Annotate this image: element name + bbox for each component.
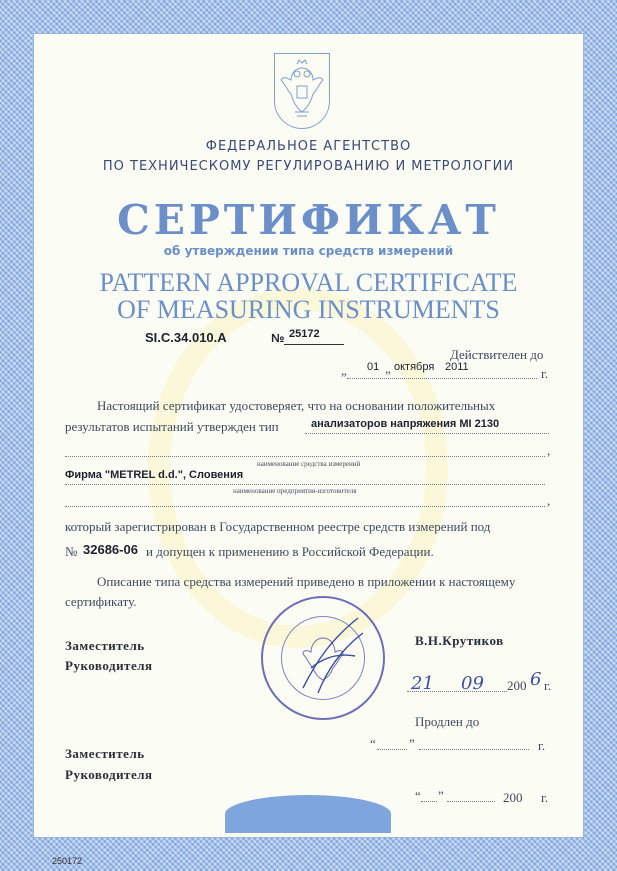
- sign-month: 09: [461, 673, 484, 694]
- manufacturer-comma: ,: [547, 493, 551, 508]
- number-sign: №: [271, 331, 285, 345]
- valid-month: октября: [394, 361, 435, 373]
- signer-name: В.Н.Крутиков: [415, 633, 504, 648]
- caption-instrument: наименование средства измерений: [257, 460, 361, 468]
- valid-until-label: Действителен до: [450, 347, 544, 362]
- certificate-number: 25172: [289, 328, 320, 340]
- instrument-comma: ,: [547, 443, 551, 458]
- instrument-type: анализаторов напряжения MI 2130: [311, 418, 500, 430]
- bottom-quote-open: “: [415, 788, 421, 803]
- valid-year: 2011: [445, 361, 469, 373]
- certificate-paper: [33, 33, 584, 838]
- paragraph-1-line-2: результатов испытаний утвержден тип: [65, 419, 279, 434]
- extended-until-label: Продлен до: [415, 714, 480, 729]
- bottom-year: 200: [503, 790, 523, 805]
- valid-year-suffix: г.: [541, 366, 549, 381]
- manufacturer-dotted-line: [65, 484, 545, 485]
- certificate-title: СЕРТИФИКАТ: [117, 196, 500, 244]
- registry-number: 32686-06: [83, 542, 138, 557]
- manufacturer-name: Фирма "METREL d.d.", Словения: [65, 469, 244, 481]
- paragraph-2-line-1: который зарегистрирован в Государственном реестре средств измерений под: [65, 519, 491, 534]
- valid-dotted-line: [347, 378, 537, 379]
- sign-year-digit: 6: [530, 669, 542, 690]
- paragraph-3-line-1: Описание типа средства измерений приведено в приложении к настоящему: [97, 574, 516, 589]
- bottom-month-dotted: [447, 801, 495, 802]
- extended-quote-open: “: [370, 736, 376, 751]
- certificate-subtitle: об утверждении типа средств измерений: [163, 244, 454, 258]
- manufacturer-dotted-line-2: [65, 506, 545, 507]
- valid-close-quote: „: [385, 361, 391, 376]
- serial-number: 250172: [52, 856, 83, 866]
- paragraph-3-line-2: сертификату.: [65, 594, 137, 609]
- bottom-year-suffix: г.: [541, 790, 549, 805]
- coat-of-arms-emblem: [274, 53, 330, 129]
- instrument-dotted-line: [305, 433, 549, 434]
- english-title-line-1: PATTERN APPROVAL CERTIFICATE: [99, 268, 518, 297]
- valid-day: 01: [367, 361, 380, 373]
- instrument-dotted-line-2: [65, 456, 545, 457]
- paragraph-1-line-1: Настоящий сертификат удостоверяет, что на основании положительных: [97, 398, 496, 413]
- extended-quote-close: ”: [409, 736, 415, 751]
- caption-manufacturer: наименование предприятия-изготовителя: [233, 487, 357, 495]
- sign-date-dotted-line: [407, 691, 507, 692]
- extended-year-suffix: г.: [538, 738, 546, 753]
- sign-year-prefix: 200: [507, 678, 527, 693]
- valid-open-quote: „: [341, 363, 347, 378]
- paragraph-2-line-2: и допущен к применению в Российской Федерации.: [146, 544, 434, 559]
- sign-year-suffix: г.: [544, 678, 552, 693]
- head-label-1: Руководителя: [65, 658, 153, 673]
- english-title-line-2: OF MEASURING INSTRUMENTS: [117, 295, 500, 324]
- bottom-day-dotted: [421, 801, 437, 802]
- bottom-quote-close: ”: [438, 788, 444, 803]
- agency-line-2: ПО ТЕХНИЧЕСКОМУ РЕГУЛИРОВАНИЮ И МЕТРОЛОГИИ: [102, 159, 515, 174]
- certificate-code: SI.C.34.010.A: [145, 330, 227, 345]
- extended-day-dotted: [377, 749, 407, 750]
- number-underline: [284, 344, 344, 345]
- sign-day: 21: [411, 673, 434, 694]
- registry-number-sign: №: [65, 544, 78, 559]
- bottom-ornament: [225, 795, 391, 833]
- extended-month-dotted: [419, 749, 529, 750]
- official-seal: [261, 596, 385, 720]
- deputy-label-1: Заместитель: [65, 638, 145, 653]
- agency-line-1: ФЕДЕРАЛЬНОЕ АГЕНТСТВО: [205, 139, 412, 154]
- head-label-2: Руководителя: [65, 767, 153, 782]
- deputy-label-2: Заместитель: [65, 746, 145, 761]
